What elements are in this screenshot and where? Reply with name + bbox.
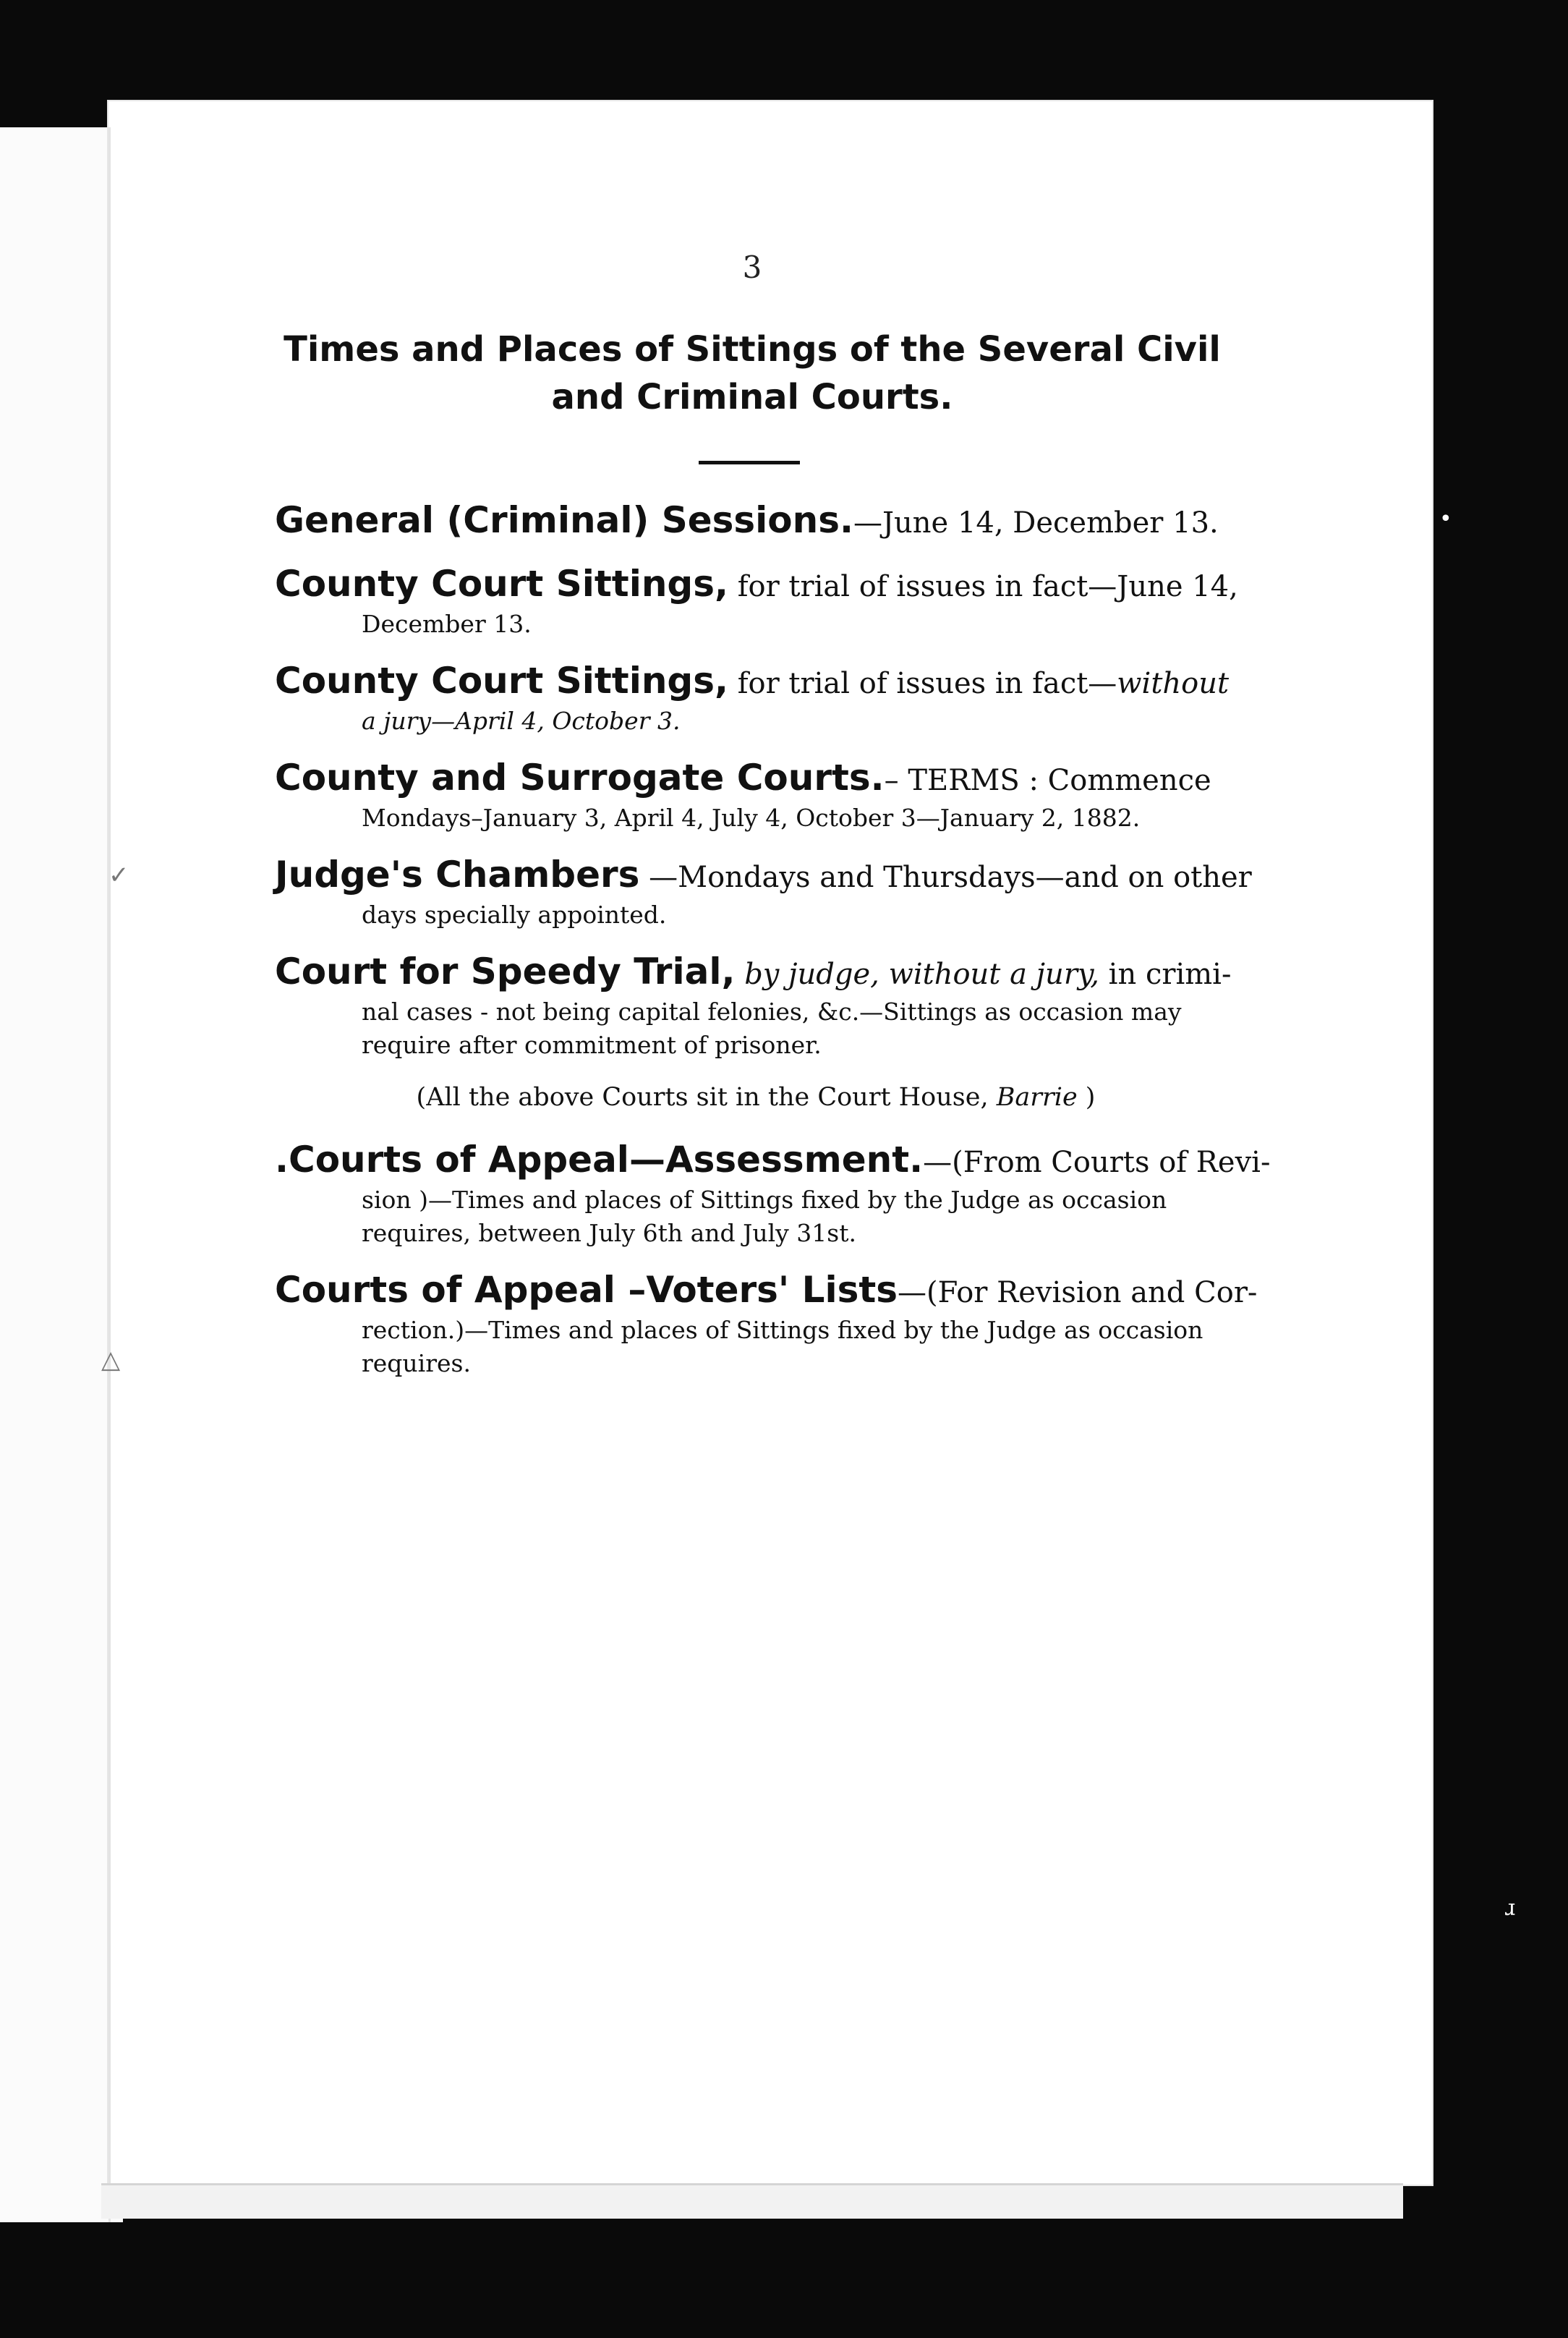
scan-speck: ɹ <box>1504 1895 1516 1921</box>
entry-heading: General (Criminal) Sessions. <box>275 499 853 541</box>
entry-text: —(From Courts of Revi- <box>923 1146 1271 1179</box>
entry-county-court-sittings <box>275 563 1237 641</box>
entry-heading: Court for Speedy Trial, <box>275 951 736 992</box>
page-gutter <box>108 127 111 2222</box>
entry-text: —(For Revision and Cor- <box>898 1276 1258 1309</box>
title-rule <box>699 461 800 464</box>
entry-speedy-trial <box>275 951 1237 1062</box>
note-suffix: ) <box>1077 1083 1096 1112</box>
entry-text: —June 14, December 13. <box>853 506 1219 540</box>
entry-heading: Judge's Chambers <box>275 854 640 896</box>
entry-judges-chambers <box>275 854 1252 932</box>
scan-speck: • <box>1439 506 1452 532</box>
title-line-2: and Criminal Courts. <box>551 377 953 417</box>
entry-appeal-assessment <box>275 1139 1271 1250</box>
entry-heading: Courts of Appeal –Voters' Lists <box>275 1269 898 1311</box>
entry-continuation: Mondays–January 3, April 4, July 4, October 3—January 2, 1882. <box>362 804 1141 832</box>
entry-appeal-voters-lists <box>275 1269 1258 1380</box>
facing-page-edge <box>0 127 123 2222</box>
entry-italic-text: by judge, without a jury, <box>735 958 1099 991</box>
entry-continuation: sion )—Times and places of Sittings fixed by the Judge as occasion requires, between July 6th and July 31st. <box>362 1186 1167 1247</box>
entry-continuation: rection.)—Times and places of Sittings fixed by the Judge as occasion requires. <box>362 1316 1203 1377</box>
note-prefix: (All the above Courts sit in the Court House, <box>416 1083 997 1112</box>
title-line-1: Times and Places of Sittings of the Several Civil <box>284 329 1221 370</box>
court-house-note <box>275 1081 1237 1114</box>
page-title <box>246 326 1258 421</box>
entry-continuation: days specially appointed. <box>362 901 667 929</box>
entry-heading: County Court Sittings, <box>275 660 728 702</box>
sittings-list <box>275 499 1271 1399</box>
entry-continuation: December 13. <box>362 610 532 638</box>
note-place: Barrie <box>996 1083 1078 1112</box>
entry-continuation: a jury—April 4, October 3. <box>362 707 681 735</box>
entry-italic-text: without <box>1117 667 1230 700</box>
entry-county-surrogate-courts <box>275 757 1237 835</box>
entry-text: – TERMS : Commence <box>884 764 1211 797</box>
entry-text: —Mondays and Thursdays—and on other <box>639 861 1252 894</box>
entry-continuation: nal cases - not being capital felonies, &c.—Sittings as occasion may require after commitment of prisoner. <box>362 998 1182 1059</box>
page-number: 3 <box>742 250 762 285</box>
entry-text: in crimi- <box>1099 958 1232 991</box>
scan-speck: △ <box>101 1346 121 1374</box>
scan-speck: ✓ <box>108 861 129 890</box>
entry-heading: County and Surrogate Courts. <box>275 757 885 799</box>
entry-heading: .Courts of Appeal—Assessment. <box>275 1139 924 1181</box>
entry-county-court-sittings-no-jury <box>275 660 1237 738</box>
entry-general-sessions <box>275 499 1237 544</box>
entry-heading: County Court Sittings, <box>275 563 728 605</box>
entry-text: for trial of issues in fact— <box>728 667 1117 700</box>
entry-text: for trial of issues in fact—June 14, <box>728 570 1238 603</box>
page-bottom-edge <box>101 2183 1403 2219</box>
